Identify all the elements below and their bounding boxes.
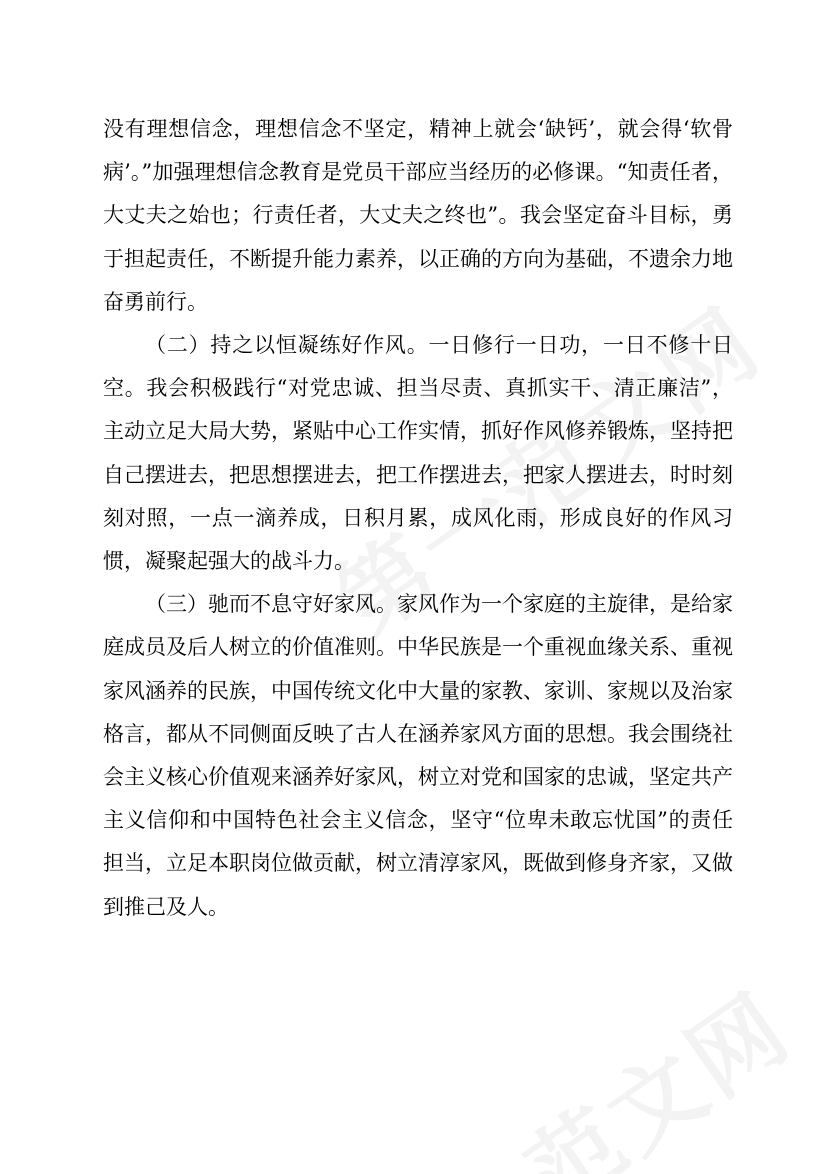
paragraph-work-style: （二）持之以恒凝练好作风。一日修行一日功，一日不修十日空。我会积极践行“对党忠诚、担当尽责、真抓实干、清正廉洁”，主动立足大局大势，紧贴中心工作实情，抓好作风修养锻炼，坚持把自己摆进去，把思想摆进去，把工作摆进去，把家人摆进去，时时刻刻对照，一点一滴养成，日积月累，成风化雨，形成良好的作风习惯，凝聚起强大的战斗力。 bbox=[103, 333, 733, 574]
paragraph-family-style: （三）驰而不息守好家风。家风作为一个家庭的主旋律，是给家庭成员及后人树立的价值准则。中华民族是一个重视血缘关系、重视家风涵养的民族，中国传统文化中大量的家教、家训、家规以及治家格言，都从不同侧面反映了古人在涵养家风方面的思想。我会围绕社会主义核心价值观来涵养好家风，树立对党和国家的忠诚，坚定共产主义信仰和中国特色社会主义信念，坚守“位卑未敢忘忧国”的责任担当，立足本职岗位做贡献，树立清淳家风，既做到修身齐家，又做到推己及人。 bbox=[103, 592, 733, 919]
watermark bbox=[336, 956, 813, 1174]
document-body bbox=[103, 108, 733, 929]
paragraph-continuation: 没有理想信念，理想信念不坚定，精神上就会‘缺钙’，就会得‘软骨病’。”加强理想信念教育是党员干部应当经历的必修课。“知责任者，大丈夫之始也；行责任者，大丈夫之终也”。我会坚定奋斗目标，勇于担起责任，不断提升能力素养，以正确的方向为基础，不遗余力地奋勇前行。 bbox=[103, 117, 733, 314]
